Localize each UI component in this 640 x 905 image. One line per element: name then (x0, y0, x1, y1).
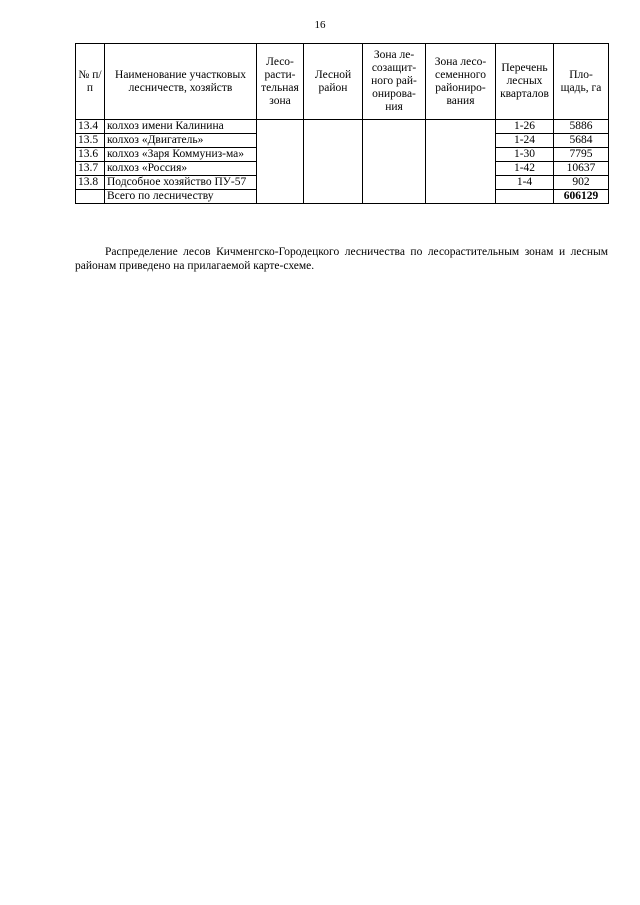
row-num: 13.4 (76, 120, 105, 134)
total-label: Всего по лесничеству (105, 190, 257, 204)
header-name: Наименование участковых лесничеств, хозяйств (105, 44, 257, 120)
header-protective-zone: Зона ле-созащит-ного рай-онирова-ния (363, 44, 426, 120)
row-quarters: 1-42 (496, 162, 554, 176)
row-name: колхоз «Заря Коммуниз-ма» (105, 148, 257, 162)
row-area: 5684 (554, 134, 609, 148)
header-forest-district: Лесной район (304, 44, 363, 120)
row-quarters: 1-24 (496, 134, 554, 148)
forest-district-cell (304, 120, 363, 204)
row-num: 13.5 (76, 134, 105, 148)
row-num: 13.7 (76, 162, 105, 176)
row-quarters: 1-30 (496, 148, 554, 162)
header-quarters: Перечень лесных кварталов (496, 44, 554, 120)
row-num: 13.6 (76, 148, 105, 162)
seed-zone-cell (426, 120, 496, 204)
header-seed-zone: Зона лесо-семенного райониро-вания (426, 44, 496, 120)
header-forest-zone: Лесо-расти-тельная зона (257, 44, 304, 120)
page-number: 16 (314, 19, 326, 31)
row-area: 902 (554, 176, 609, 190)
table-header-row (76, 44, 609, 120)
forestry-table (75, 43, 609, 204)
forest-zone-cell (257, 120, 304, 204)
row-area: 10637 (554, 162, 609, 176)
total-num (76, 190, 105, 204)
distribution-paragraph: Распределение лесов Кичменгско-Городецкого лесничества по лесорастительным зонам и лесным районам приведено на прилагаемой карте-схеме. (75, 246, 608, 272)
row-quarters: 1-26 (496, 120, 554, 134)
header-num: № п/п (76, 44, 105, 120)
row-name: колхоз «Двигатель» (105, 134, 257, 148)
header-area: Пло-щадь, га (554, 44, 609, 120)
total-area: 606129 (554, 190, 609, 204)
protective-zone-cell (363, 120, 426, 204)
row-name: колхоз имени Калинина (105, 120, 257, 134)
table-row (76, 120, 609, 134)
row-quarters: 1-4 (496, 176, 554, 190)
total-quarters (496, 190, 554, 204)
row-area: 7795 (554, 148, 609, 162)
row-name: колхоз «Россия» (105, 162, 257, 176)
row-name: Подсобное хозяйство ПУ-57 (105, 176, 257, 190)
row-num: 13.8 (76, 176, 105, 190)
row-area: 5886 (554, 120, 609, 134)
